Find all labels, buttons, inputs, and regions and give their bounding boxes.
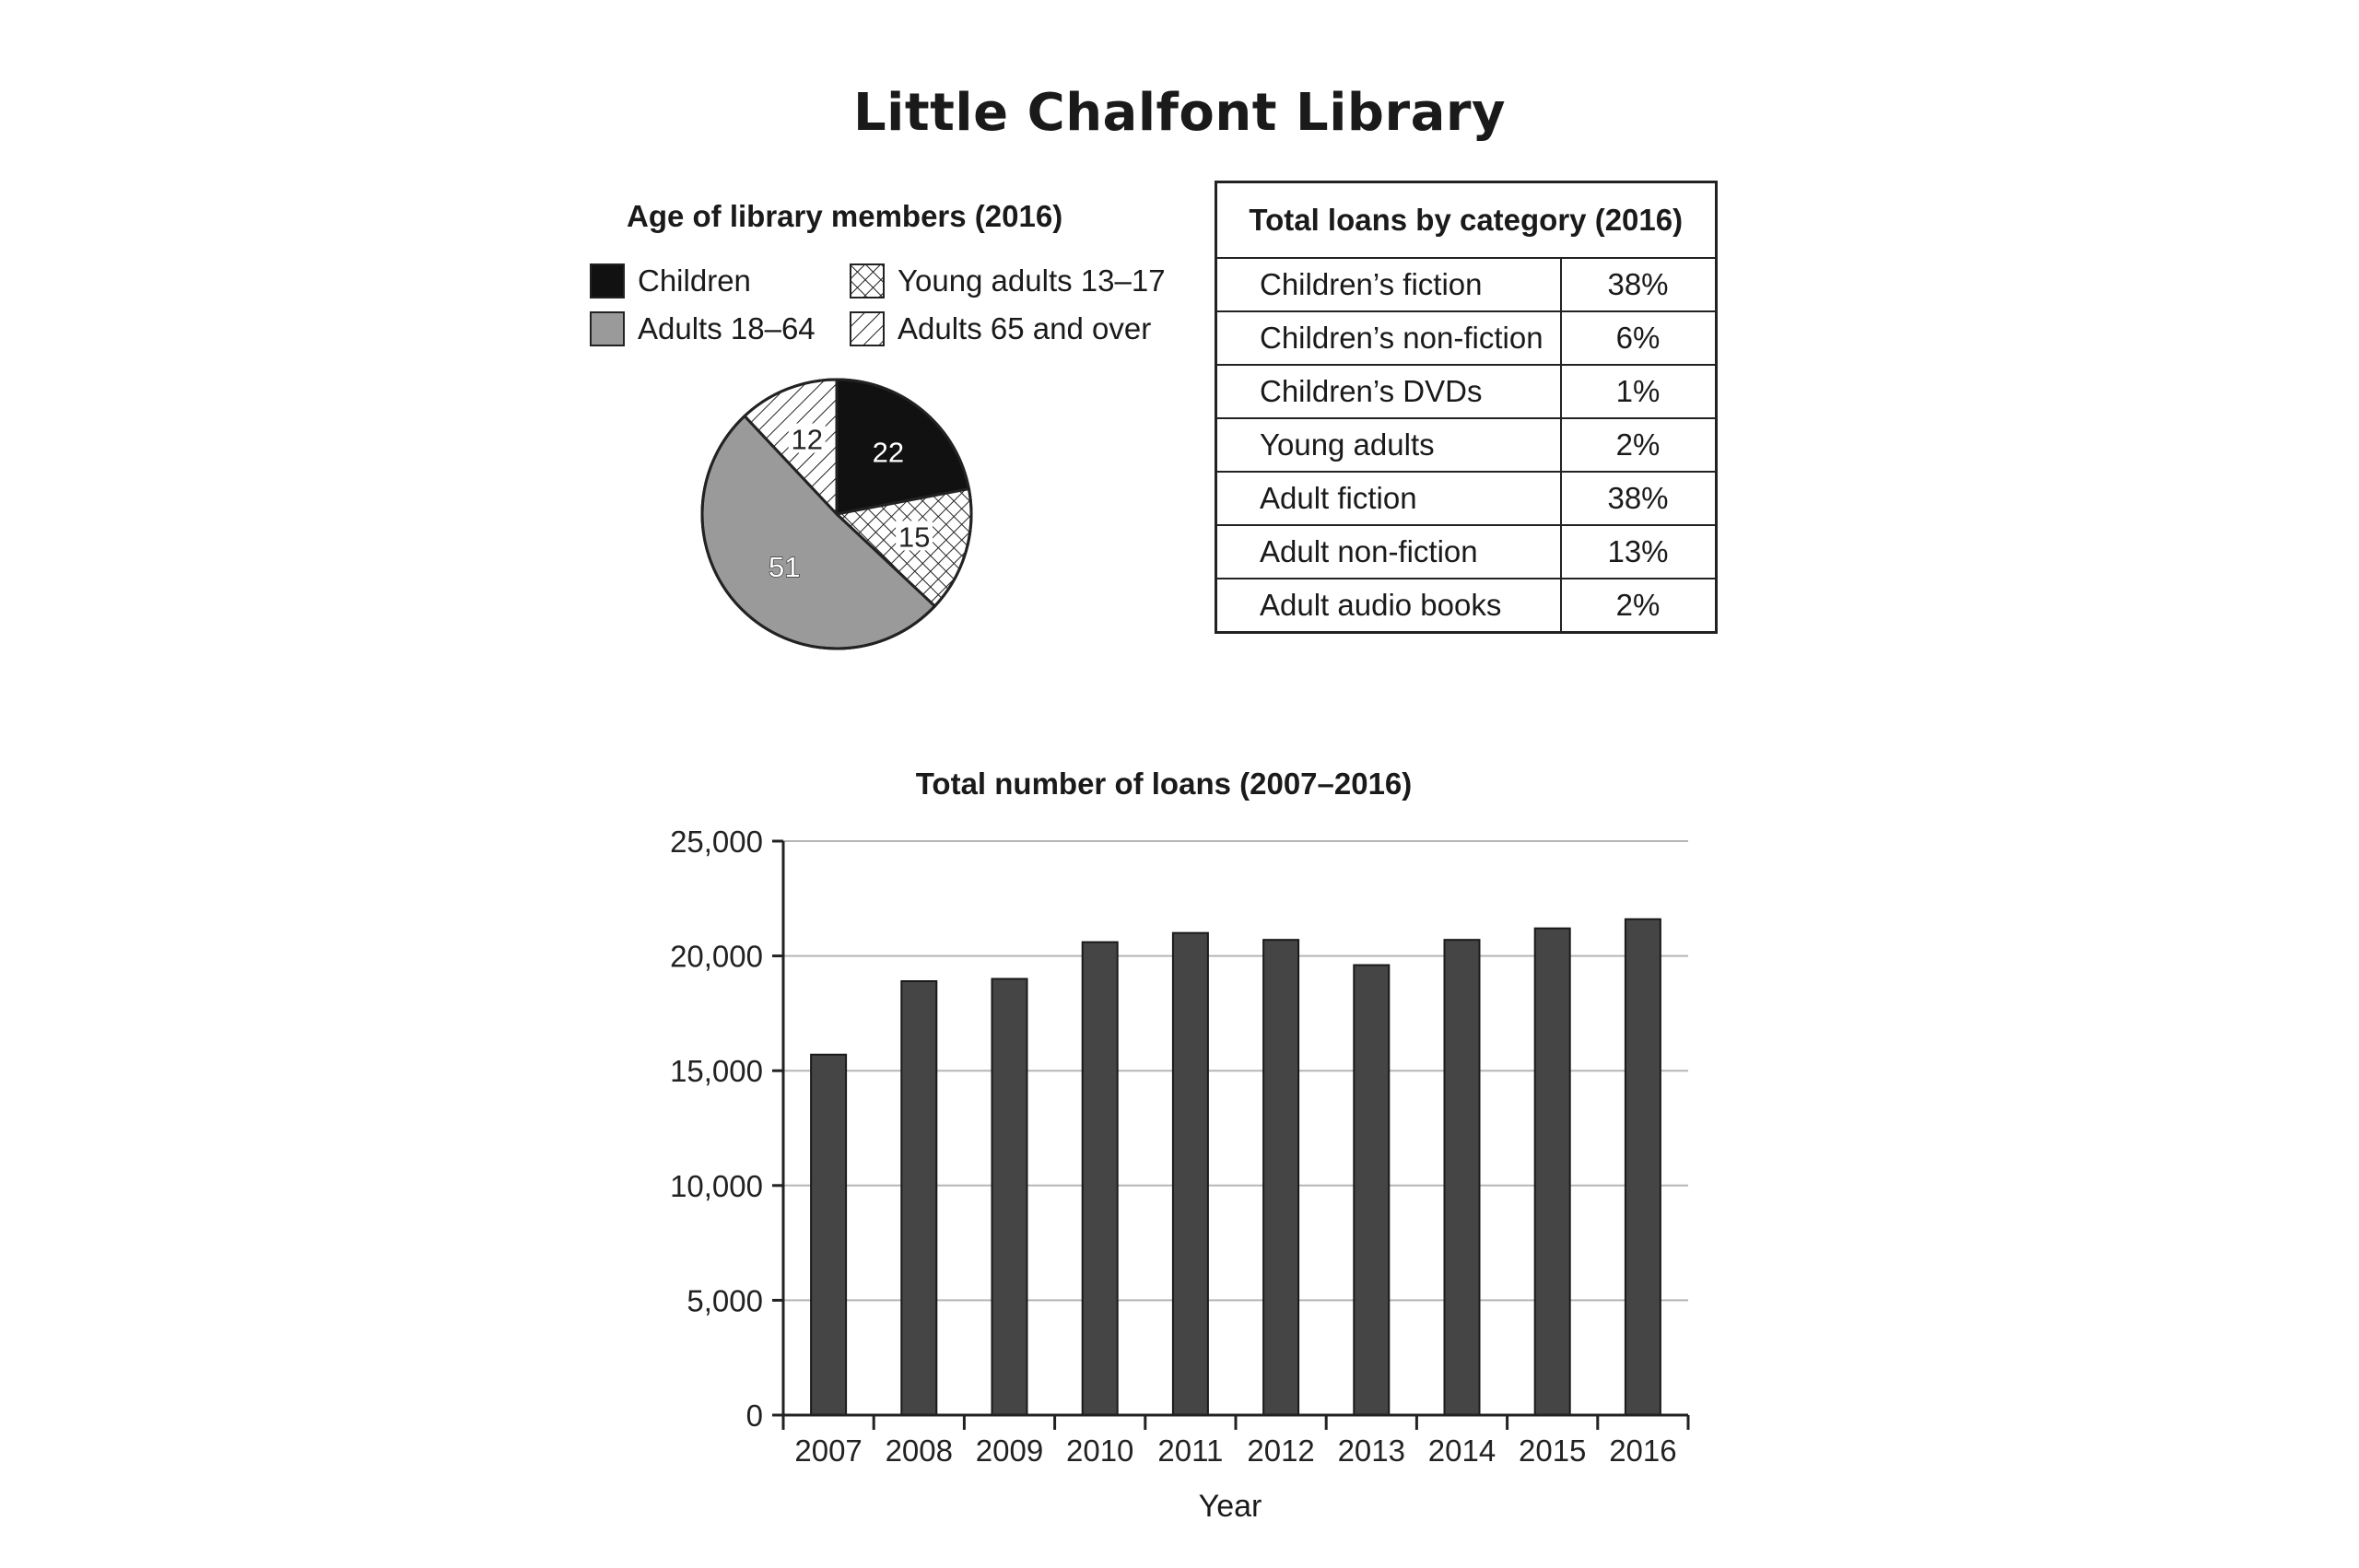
y-tick-label: 0 [745,1398,763,1433]
table-cell-percentage: 6% [1561,311,1717,365]
pie-value-label: 15 [898,521,931,554]
x-tick-label: 2010 [1065,1433,1134,1468]
bar-2013 [1354,965,1389,1415]
bar-2010 [1083,942,1118,1415]
y-tick-label: 10,000 [670,1168,763,1203]
bar-2012 [1263,940,1298,1415]
table-cell-percentage: 38% [1561,472,1717,525]
bar-2011 [1173,933,1208,1415]
table-cell-percentage: 1% [1561,365,1717,418]
legend-label-adults-65-plus: Adults 65 and over [898,311,1152,345]
bar-2009 [992,979,1027,1415]
y-tick-label: 25,000 [670,825,763,859]
table-cell-category: Adult fiction [1216,472,1561,525]
table-cell-category: Adult non-fiction [1216,525,1561,579]
table-cell-category: Adult audio books [1216,579,1561,633]
table-cell-percentage: 2% [1561,579,1717,633]
x-tick-label: 2007 [794,1433,863,1468]
x-tick-label: 2012 [1247,1433,1315,1468]
x-tick-label: 2008 [885,1433,954,1468]
bar-2015 [1535,929,1570,1415]
pie-chart-title: Age of library members (2016) [627,199,1063,233]
pie-value-label: 51 [768,550,801,583]
bar-2008 [901,981,936,1415]
x-tick-label: 2016 [1609,1433,1677,1468]
bar-2014 [1445,940,1480,1415]
table-cell-category: Children’s DVDs [1216,365,1561,418]
legend-label-children: Children [638,263,751,298]
table-cell-category: Children’s non-fiction [1216,311,1561,365]
x-tick-label: 2009 [975,1433,1044,1468]
y-tick-label: 15,000 [670,1054,763,1089]
legend-label-young-adults: Young adults 13–17 [898,263,1166,298]
bar-chart-title: Total number of loans (2007–2016) [915,766,1413,801]
table-cell-category: Young adults [1216,418,1561,472]
bar-2016 [1625,919,1661,1415]
table-cell-category: Children’s fiction [1216,258,1561,311]
y-tick-label: 5,000 [687,1283,763,1318]
x-tick-label: 2014 [1427,1433,1496,1468]
y-tick-label: 20,000 [670,939,763,974]
legend-label-adults-18-64: Adults 18–64 [638,311,816,345]
bar-2007 [811,1055,846,1415]
pie-value-label: 12 [791,423,823,456]
table-title: Total loans by category (2016) [1216,182,1717,259]
x-tick-label: 2011 [1157,1433,1224,1468]
page-title: Little Chalfont Library [853,83,1506,143]
bar-chart-x-axis-label: Year [1198,1489,1262,1524]
x-tick-label: 2013 [1337,1433,1406,1468]
pie-value-label: 22 [872,436,905,469]
x-tick-label: 2015 [1518,1433,1587,1468]
table-cell-percentage: 2% [1561,418,1717,472]
table-cell-percentage: 38% [1561,258,1717,311]
table-cell-percentage: 13% [1561,525,1717,579]
